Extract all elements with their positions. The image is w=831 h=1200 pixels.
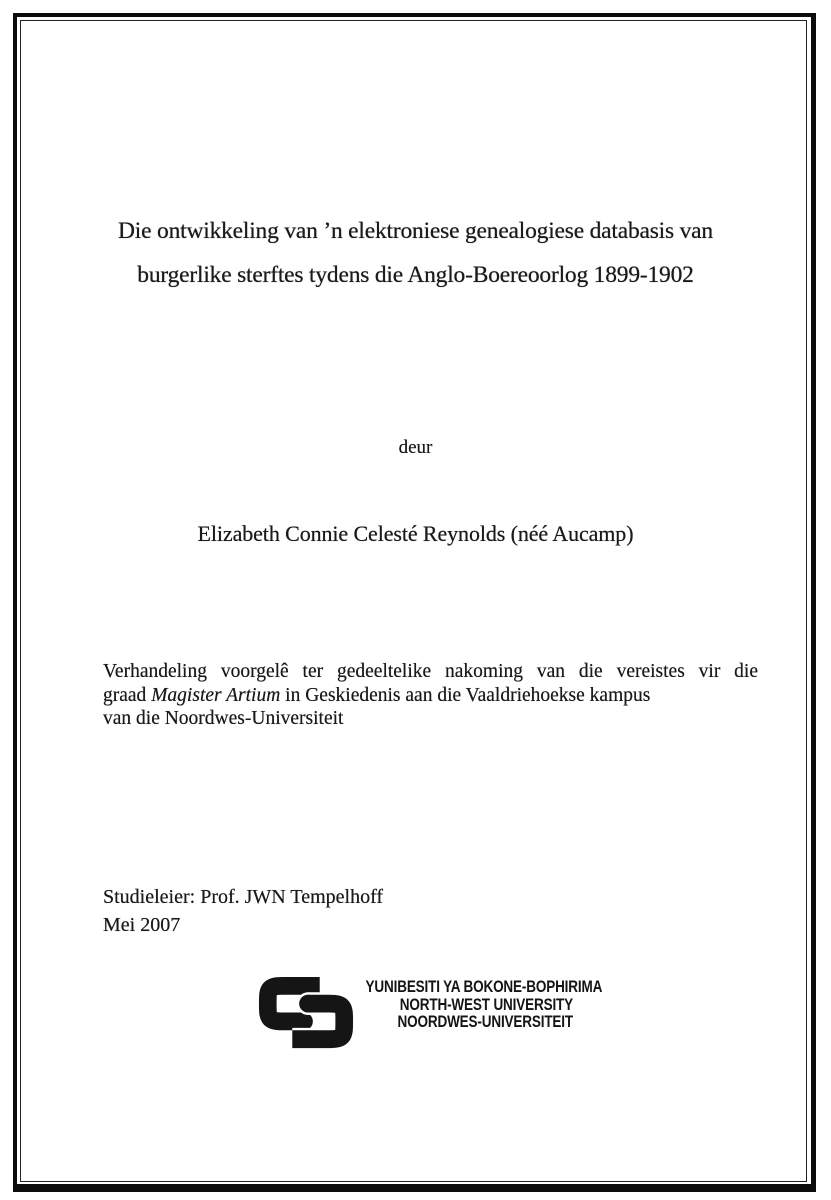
submission-line2-suffix: in Geskiedenis aan die Vaaldriehoekse kampus <box>280 684 651 706</box>
thesis-title-line2: burgerlike sterftes tydens die Anglo-Boereoorlog 1899-1902 <box>137 262 694 288</box>
logo-line-setswana: YUNIBESITI YA BOKONE-BOPHIRIMA <box>365 978 603 996</box>
nwu-logo-icon <box>257 975 355 1054</box>
submission-line2 <box>103 684 758 708</box>
degree-name-italic: Magister Artium <box>151 684 281 706</box>
submission-line3: van die Noordwes-Universiteit <box>103 708 344 730</box>
supervisor-line: Studieleier: Prof. JWN Tempelhoff <box>103 886 384 908</box>
submission-line1: Verhandeling voorgelê ter gedeeltelike nakoming van die vereistes vir die <box>103 661 758 682</box>
logo-line-afrikaans: NOORDWES-UNIVERSITEIT <box>397 1013 573 1031</box>
date-line: Mei 2007 <box>103 913 181 936</box>
university-logo-text <box>365 978 603 1032</box>
thesis-title <box>50 209 781 297</box>
credits-block <box>103 884 383 939</box>
author-name: Elizabeth Connie Celesté Reynolds (néé Aucamp) <box>197 521 634 546</box>
submission-statement <box>103 660 758 731</box>
byline-deur: deur <box>398 437 433 458</box>
submission-line2-prefix: graad <box>103 684 152 706</box>
thesis-title-line1: Die ontwikkeling van ’n elektroniese genealogiese databasis van <box>118 218 713 244</box>
logo-line-english: NORTH-WEST UNIVERSITY <box>399 995 573 1014</box>
